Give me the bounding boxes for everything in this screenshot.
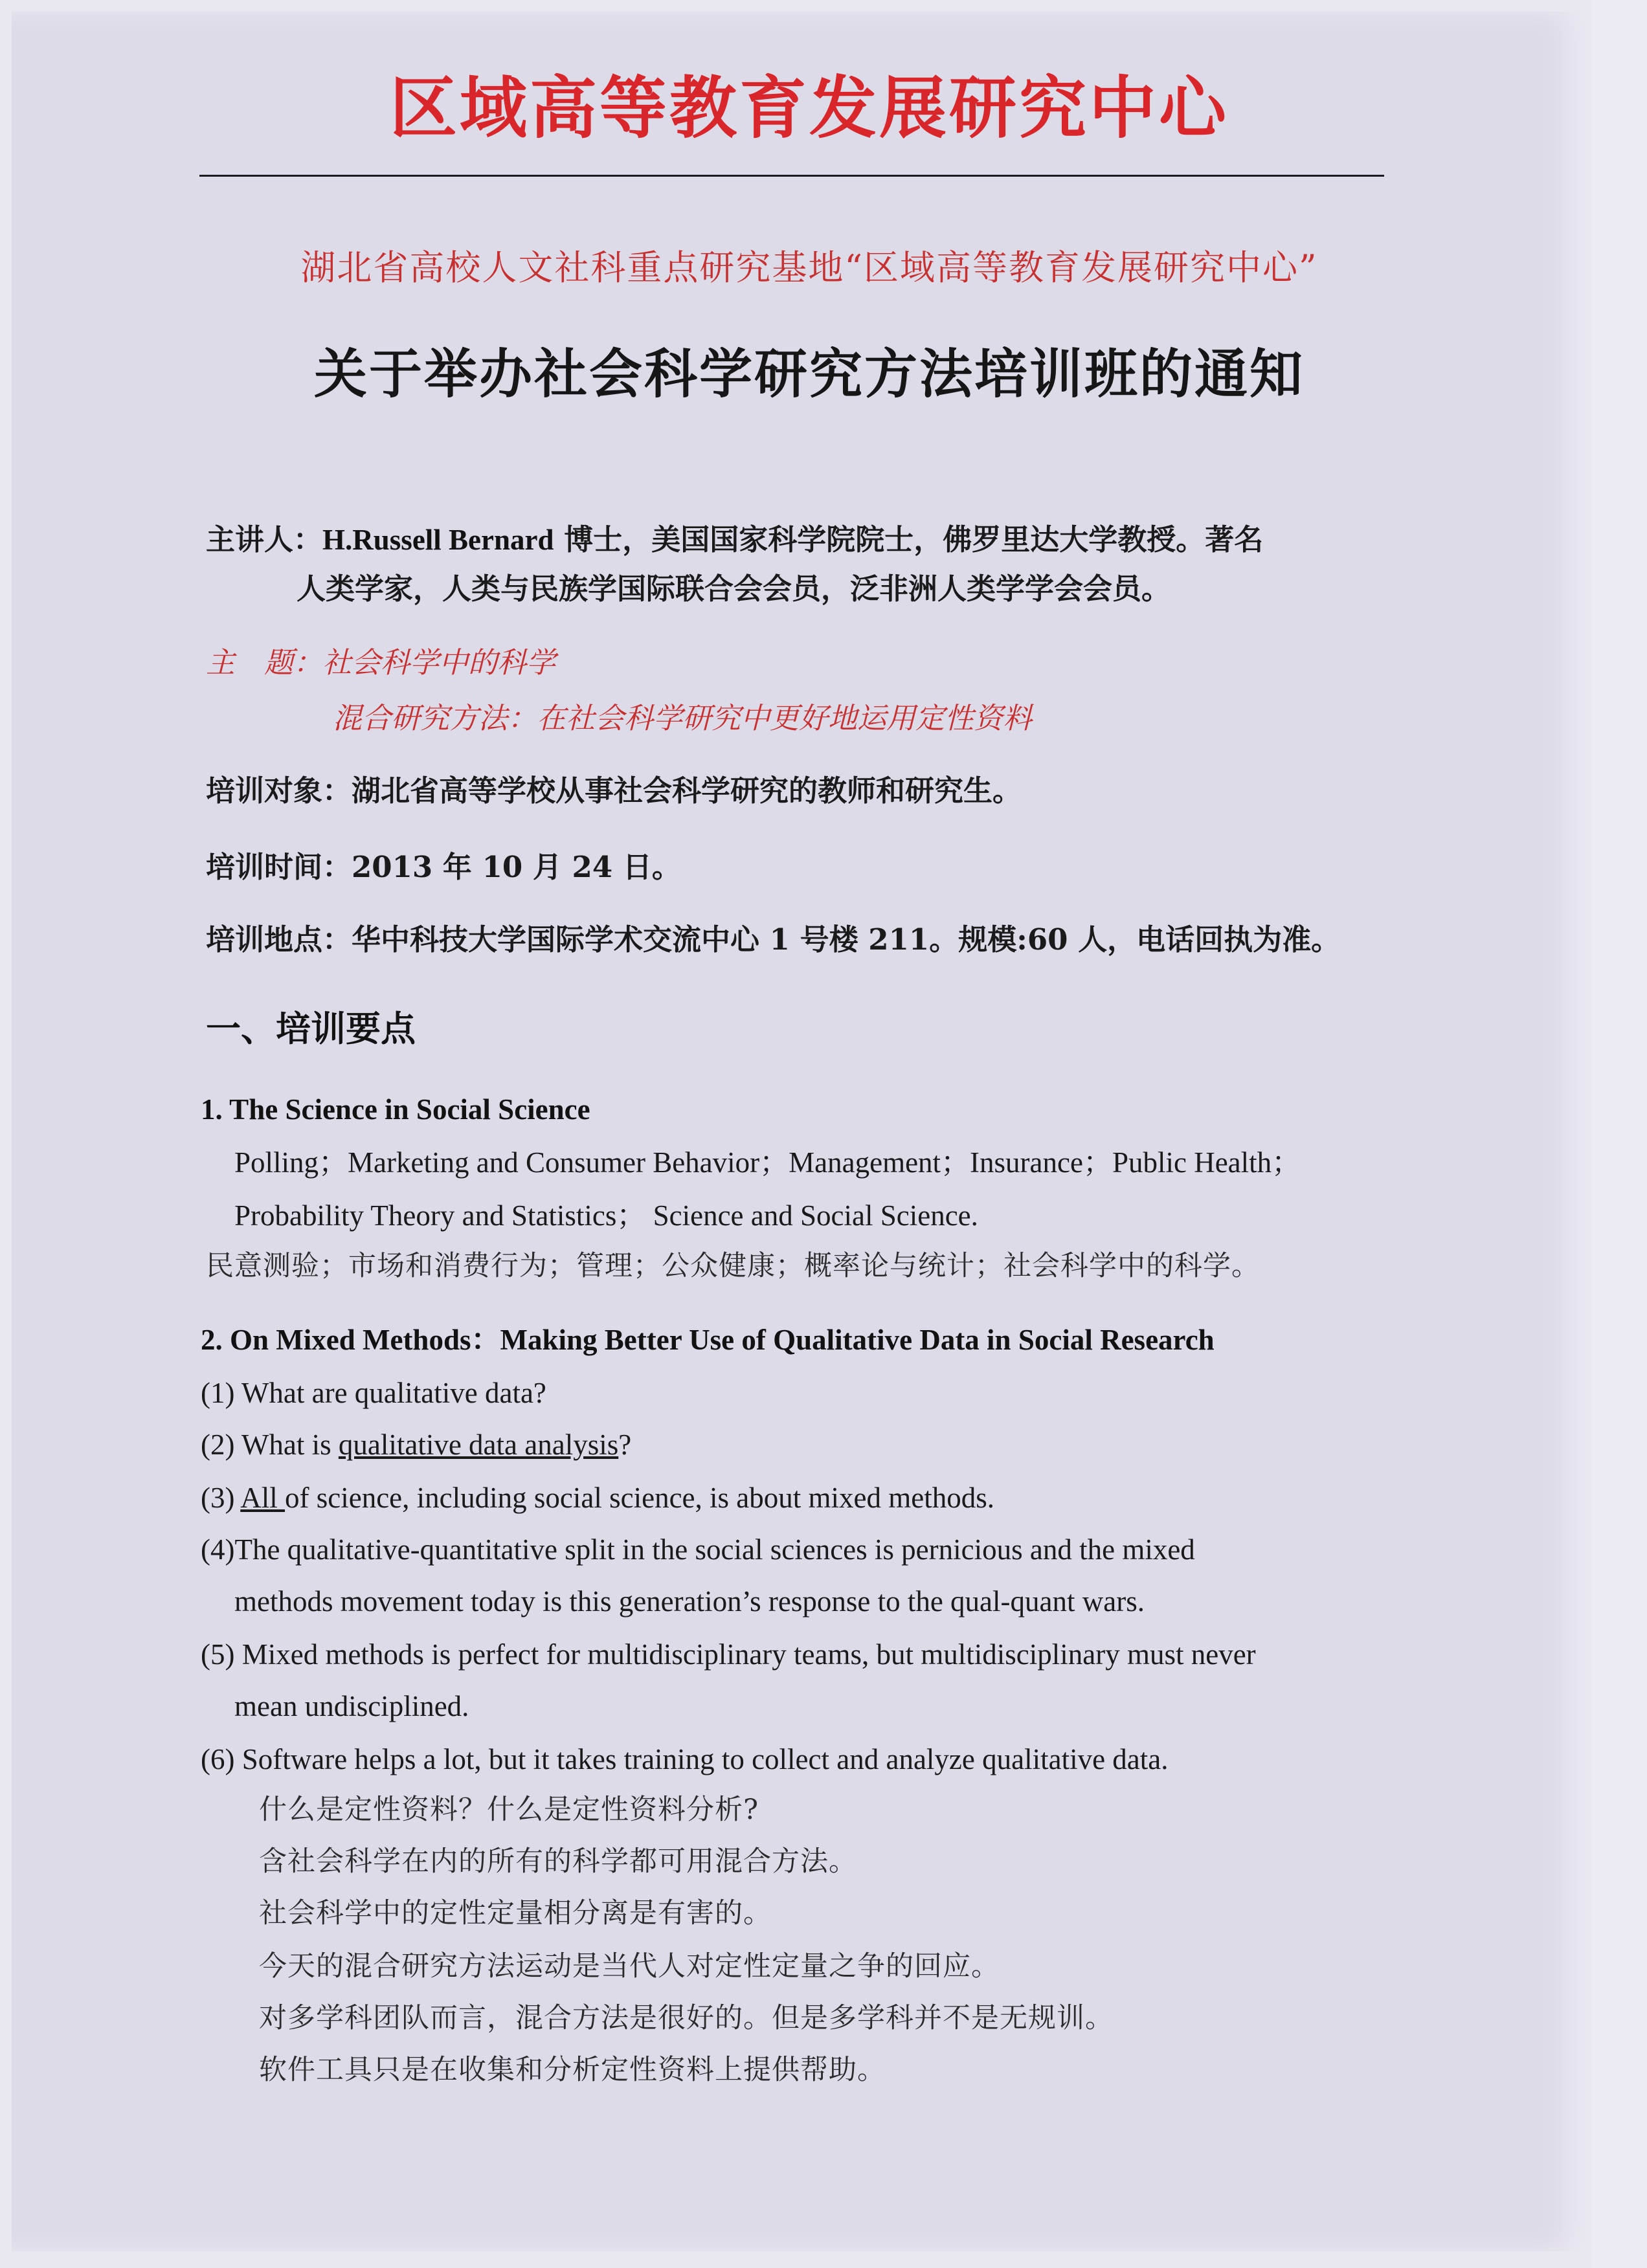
training-location: 培训地点：华中科技大学国际学术交流中心 1 号楼 211。规模:60 人，电话回执为准。 (206, 922, 1341, 957)
speaker-name: H.Russell Bernard (322, 524, 554, 556)
speaker-intro: 博士，美国国家科学院院士，佛罗里达大学教授。著名 (554, 522, 1264, 557)
item2-chinese-line: 软件工具只是在收集和分析定性资料上提供帮助。 (259, 2054, 886, 2086)
training-audience: 培训对象：湖北省高等学校从事社会科学研究的教师和研究生。 (206, 773, 1022, 808)
notice-title: 关于举办社会科学研究方法培训班的通知 (313, 344, 1305, 405)
speaker-line-2: 人类学家，人类与民族学国际联合会会员，泛非洲人类学学会会员。 (297, 572, 1171, 606)
item2-chinese-line: 含社会科学在内的所有的科学都可用混合方法。 (259, 1845, 857, 1878)
item2-point-2-suffix: ? (618, 1429, 632, 1461)
speaker-label: 主讲人： (206, 522, 323, 557)
item2-chinese-line: 社会科学中的定性定量相分离是有害的。 (259, 1897, 772, 1929)
item2-point-3 (201, 1480, 994, 1516)
item2-point-3-underlined: All (240, 1482, 286, 1514)
item2-point-5-line-1: (5) Mixed methods is perfect for multidisciplinary teams, but multidisciplinary must never (201, 1638, 1256, 1671)
topic-line-1 (206, 645, 555, 681)
item2-point-4-line-2: methods movement today is this generation’s response to the qual-quant wars. (234, 1585, 1145, 1618)
item1-title: 1. The Science in Social Science (201, 1093, 590, 1126)
section-heading: 一、培训要点 (206, 1008, 416, 1049)
item2-title: 2. On Mixed Methods：Making Better Use of Qualitative Data in Social Research (201, 1324, 1215, 1356)
item2-point-5-line-2: mean undisciplined. (234, 1690, 469, 1722)
item2-point-3-suffix: of science, including social science, is about mixed methods. (285, 1482, 994, 1514)
header-divider (199, 175, 1384, 177)
topic-label: 主 题： (206, 645, 323, 680)
item2-point-1: (1) What are qualitative data? (201, 1377, 546, 1409)
topic-line-2: 混合研究方法：在社会科学研究中更好地运用定性资料 (333, 701, 1033, 735)
item2-point-4-line-1: (4)The qualitative-quantitative split in the social sciences is pernicious and the mixed (201, 1533, 1195, 1566)
scan-edge (1591, 0, 1647, 2268)
item2-point-6: (6) Software helps a lot, but it takes training to collect and analyze qualitative data. (201, 1743, 1169, 1775)
topic-title: 社会科学中的科学 (322, 645, 556, 680)
item2-point-2 (201, 1427, 631, 1463)
item2-point-2-prefix: (2) What is (201, 1429, 339, 1461)
item1-line-1: Polling；Marketing and Consumer Behavior；Management；Insurance；Public Health； (234, 1146, 1301, 1179)
item1-chinese: 民意测验；市场和消费行为；管理；公众健康；概率论与统计；社会科学中的科学。 (206, 1250, 1260, 1282)
item2-chinese-line: 什么是定性资料？什么是定性资料分析? (259, 1794, 759, 1826)
item1-line-2: Probability Theory and Statistics； Science and Social Science. (234, 1199, 978, 1232)
item2-chinese-line: 今天的混合研究方法运动是当代人对定性定量之争的回应。 (259, 1950, 1000, 1983)
training-time: 培训时间：2013 年 10 月 24 日。 (206, 850, 681, 884)
item2-chinese-line: 对多学科团队而言，混合方法是很好的。但是多学科并不是无规训。 (259, 2002, 1114, 2034)
item2-point-2-underlined: qualitative data analysis (338, 1429, 619, 1461)
subtitle: 湖北省高校人文社科重点研究基地“区域高等教育发展研究中心” (300, 247, 1318, 288)
item2-point-3-prefix: (3) (201, 1482, 241, 1514)
org-title: 区域高等教育发展研究中心 (389, 69, 1229, 148)
speaker-line-1 (206, 522, 1263, 558)
